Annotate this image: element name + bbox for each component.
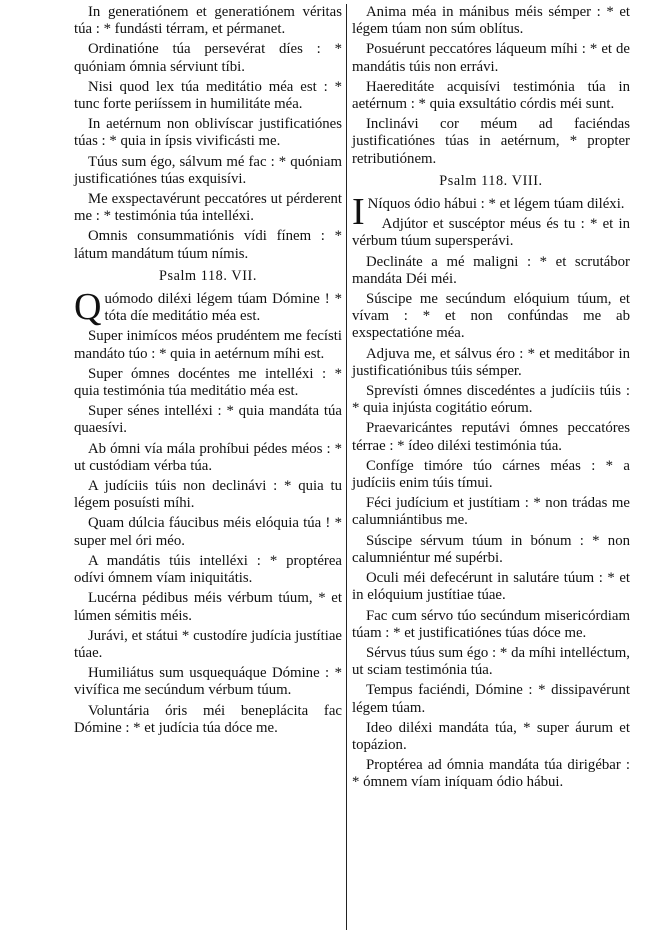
verse: Humiliátus sum usquequáque Dómine : * vivífica me secúndum vérbum túum.	[74, 665, 342, 699]
verse: Anima méa in mánibus méis sémper : * et légem túam non súm oblítus.	[352, 4, 630, 38]
first-verse-text: Níquos ódio hábui : * et légem túam diléxi.	[367, 196, 625, 213]
verse: Jurávi, et státui * custodíre judícia justítiae túae.	[74, 627, 342, 661]
verse: Súscipe me secúndum elóquium túum, et vívam : * et non confúndas me ab exspectatióne méa.	[352, 291, 630, 342]
verse: In aetérnum non oblivíscar justificatiónes túas : * quia in ípsis vivificásti me.	[74, 116, 342, 150]
verses-group	[74, 328, 342, 736]
column-divider	[346, 4, 347, 930]
verse: Posuérunt peccatóres láqueum míhi : * et de mandátis túis non errávi.	[352, 41, 630, 75]
drop-initial: I	[352, 191, 365, 234]
psalm-heading: Psalm 118. VIII.	[439, 172, 543, 189]
verse: Féci judícium et justítiam : * non trádas me calumniántibus me.	[352, 495, 630, 529]
verse: Lucérna pédibus méis vérbum túum, * et lúmen sémitis méis.	[74, 590, 342, 624]
right-column	[352, 4, 630, 795]
first-verse-text: uómodo diléxi légem túam Dómine ! * tóta díe meditátio méa est.	[104, 291, 342, 325]
verse: Sprevísti ómnes discedéntes a judíciis túis : * quia injústa cogitátio eórum.	[352, 383, 630, 417]
verse: Adjuva me, et sálvus éro : * et meditábor in justificatiónibus túis sémper.	[352, 345, 630, 379]
verse: Proptérea ad ómnia mandáta túa dirigébar : * ómnem víam iníquam ódio hábui.	[352, 757, 630, 791]
verse: Ideo diléxi mandáta túa, * super áurum et topázion.	[352, 719, 630, 753]
drop-initial: Q	[74, 286, 102, 329]
verse: Haereditáte acquisívi testimónia túa in aetérnum : * quia exsultátio córdis méi sunt.	[352, 78, 630, 113]
verse: Adjútor et suscéptor méus és tu : * et in vérbum túum supersperávi.	[352, 216, 630, 250]
left-column	[74, 4, 342, 740]
verse: Nisi quod lex túa meditátio méa est : * tunc forte periíssem in humilitáte méa.	[74, 78, 342, 113]
verse: Super sénes intelléxi : * quia mandáta túa quaesívi.	[74, 403, 342, 437]
psalm-heading: Psalm 118. VII.	[158, 267, 258, 284]
verse: Inclinávi cor méum ad faciéndas justificatiónes túas in aetérnum, * propter retributiónem.	[352, 116, 630, 167]
verse: Ordinatióne túa persevérat díes : * quóniam ómnia sérviunt tíbi.	[74, 41, 342, 75]
verse: Fac cum sérvo túo secúndum misericórdiam túam : * et justificatiónes túas dóce me.	[352, 607, 630, 641]
verse: Super inimícos méos prudéntem me fecísti mandáto túo : * quia in aetérnum míhi est.	[74, 328, 342, 362]
verse: Declináte a mé maligni : * et scrutábor mandáta Déi méi.	[352, 253, 630, 287]
verse: Me exspectavérunt peccatóres ut pérderent me : * testimónia túa intelléxi.	[74, 191, 342, 225]
verses-group	[352, 216, 630, 791]
verse: A judíciis túis non declinávi : * quia tu légem posuísti míhi.	[74, 478, 342, 512]
verse: Oculi méi defecérunt in salutáre túum : * et in elóquium justítiae túae.	[352, 570, 630, 604]
verse: A mandátis túis intelléxi : * proptérea odívi ómnem víam iniquitátis.	[74, 552, 342, 587]
verse: Tempus faciéndi, Dómine : * dissipavérunt légem túam.	[352, 682, 630, 716]
verse: Súscipe sérvum túum in bónum : * non calumniéntur mé supérbi.	[352, 532, 630, 566]
verse: Confíge timóre túo cárnes méas : * a judíciis enim túis tímui.	[352, 457, 630, 492]
verse: In generatiónem et generatiónem véritas túa : * fundásti térram, et pérmanet.	[74, 4, 342, 38]
verse: Sérvus túus sum égo : * da míhi intelléctum, ut sciam testimónia túa.	[352, 644, 630, 679]
first-verse	[74, 286, 342, 329]
verse: Praevaricántes reputávi ómnes peccatóres térrae : * ídeo diléxi testimónia túa.	[352, 420, 630, 454]
verse: Ab ómni vía mála prohíbui pédes méos : * ut custódiam vérba túa.	[74, 440, 342, 474]
verse: Omnis consummatiónis vídi fínem : * látum mandátum túum nímis.	[74, 228, 342, 262]
verses-group	[74, 4, 342, 263]
verse: Voluntária óris méi beneplácita fac Dómine : * et judícia túa dóce me.	[74, 702, 342, 736]
verse: Túus sum égo, sálvum mé fac : * quóniam justificatiónes túas exquisívi.	[74, 153, 342, 187]
verse: Super ómnes docéntes me intelléxi : * quia testimónia túa meditátio méa est.	[74, 365, 342, 400]
verse: Quam dúlcia fáucibus méis elóquia túa ! * super mel óri méo.	[74, 515, 342, 549]
verses-group	[352, 4, 630, 168]
